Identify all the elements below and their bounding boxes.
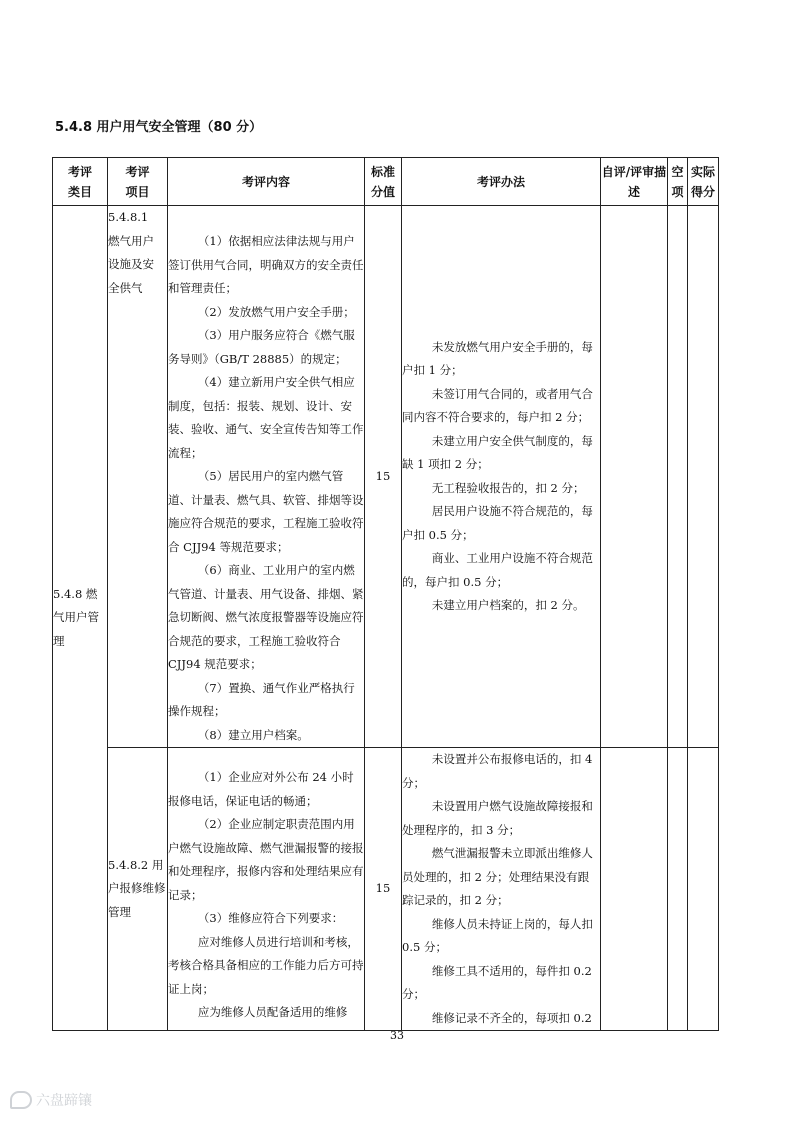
method-line: 未发放燃气用户安全手册的，每户扣 1 分； [402,339,593,377]
actual-score-cell [688,748,719,1031]
content-line: （1）企业应对外公布 24 小时报修电话，保证电话的畅通； [168,770,354,808]
self-eval-cell [601,206,668,748]
item-cell: 5.4.8.2 用户报修维修管理 [108,748,168,1031]
header-method: 考评办法 [402,158,601,206]
page-number: 33 [390,1029,404,1042]
table-row [53,206,719,748]
method-line: 商业、工业用户设施不符合规范的，每户扣 0.5 分； [402,551,593,589]
watermark-logo-icon [10,1091,32,1109]
method-line: 居民用户设施不符合规范的，每户扣 0.5 分； [402,504,593,542]
header-self-eval: 自评/评审描 述 [601,158,668,206]
method-line: 未建立用户安全供气制度的，每缺 1 项扣 2 分； [402,433,593,471]
section-title: 5.4.8 用户用气安全管理（80 分） [55,120,263,135]
content-line: （2）企业应制定职责范围内用户燃气设施故障、燃气泄漏报警的接报和处理程序，报修内容和处理结果应有记录； [168,817,364,902]
content-line: （7）置换、通气作业严格执行操作规程； [168,680,355,718]
method-line: 无工程验收报告的，扣 2 分； [431,480,585,495]
method-line: 维修人员未持证上岗的，每人扣 0.5 分； [402,916,593,954]
content-line: （2）发放燃气用户安全手册； [197,304,355,319]
header-empty: 空 项 [668,158,688,206]
method-line: 燃气泄漏报警未立即派出维修人员处理的，扣 2 分；处理结果没有跟踪记录的，扣 2 分； [402,846,593,907]
empty-cell [668,748,688,1031]
content-line: （1）依据相应法律法规与用户签订供用气合同，明确双方的安全责任和管理责任； [168,234,364,295]
header-actual: 实际 得分 [688,158,719,206]
score-cell: 15 [365,206,402,748]
empty-cell [668,206,688,748]
actual-score-cell [688,206,719,748]
item-cell: 5.4.8.1 燃气用户 设施及安 全供气 [108,206,168,748]
table-row [53,748,719,1031]
content-cell [168,748,365,1031]
method-cell [402,206,601,748]
content-line: （6）商业、工业用户的室内燃气管道、计量表、用气设备、排烟、紧急切断阀、燃气浓度报警器等设施应符合规范的要求，工程施工验收符合 CJJ94 规范要求； [168,563,364,671]
method-line: 未建立用户档案的，扣 2 分。 [431,598,585,612]
category-cell: 5.4.8 燃 气用户管 理 [53,206,108,1031]
method-line: 未签订用气合同的，或者用气合同内容不符合要求的，每户扣 2 分； [402,386,593,424]
header-content: 考评内容 [168,158,365,206]
content-line: （3）用户服务应符合《燃气服务导则》（GB/T 28885）的规定； [168,328,355,366]
score-cell: 15 [365,748,402,1031]
header-score: 标准 分值 [365,158,402,206]
method-cell [402,748,601,1031]
method-line: 维修工具不适用的，每件扣 0.2 分； [402,963,592,1001]
watermark-text: 六盘蹄镶 [36,1093,92,1109]
self-eval-cell [601,748,668,1031]
content-cell [168,206,365,748]
content-line: （4）建立新用户安全供气相应制度，包括：报装、规划、设计、安装、验收、通气、安全宣传告知等工作流程； [168,375,364,460]
evaluation-table [52,157,719,1031]
content-line: 应对维修人员进行培训和考核，考核合格具备相应的工作能力后方可持证上岗； [168,934,364,996]
method-line: 未设置并公布报修电话的，扣 4 分； [402,752,593,790]
content-line: 应为维修人员配备适用的维修 [197,1005,348,1019]
content-line: （3）维修应符合下列要求： [197,911,344,925]
watermark [10,1090,92,1110]
method-line: 未设置用户燃气设施故障接报和处理程序的，扣 3 分； [402,799,593,837]
content-line: （8）建立用户档案。 [197,727,309,742]
header-category: 考评 类目 [53,158,108,206]
method-line: 维修记录不齐全的，每项扣 0.2 [431,1010,592,1025]
header-row [53,158,719,206]
header-item: 考评 项目 [108,158,168,206]
content-line: （5）居民用户的室内燃气管道、计量表、燃气具、软管、排烟等设施应符合规范的要求，工程施工验收符合 CJJ94 等规范要求； [168,469,364,554]
